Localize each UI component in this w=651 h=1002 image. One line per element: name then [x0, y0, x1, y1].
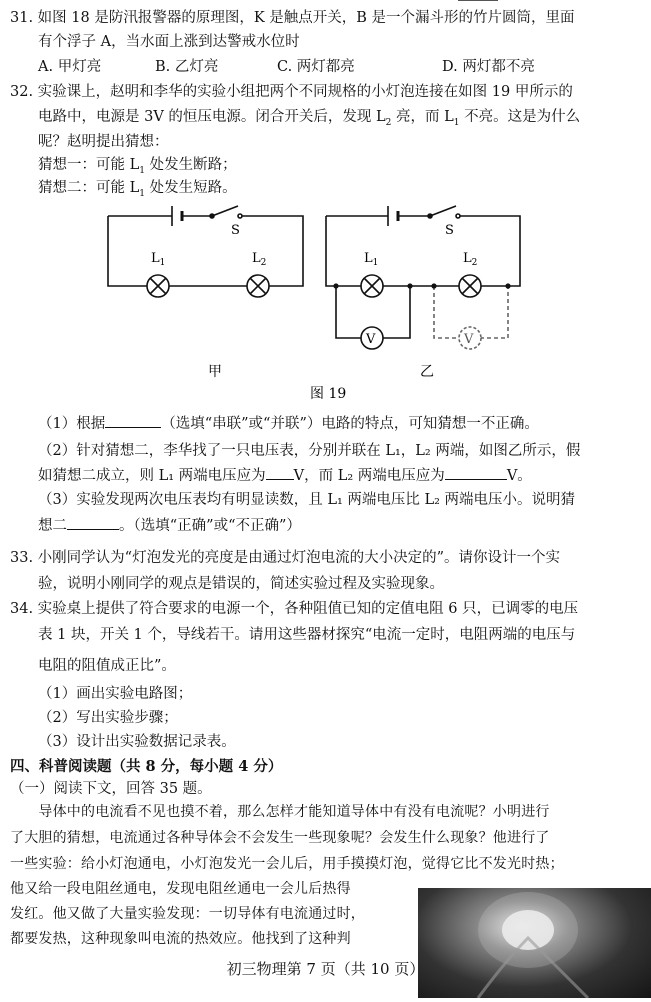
lamp-l1-label-yi: $L_1$ — [364, 251, 379, 268]
q32-line2-part-a: 电路中，电源是 3V 的恒压电源。闭合开关后，发现 L — [38, 109, 386, 125]
q32-line3: 呢？赵明提出猜想： — [38, 134, 169, 150]
q32-sub2-part-a: 如猜想二成立，则 L₁ 两端电压应为 — [38, 468, 266, 484]
reading-para-line6: 都要发热，这种现象叫电流的热效应。他找到了这种判 — [10, 931, 351, 947]
q32-sub2-part-c: V。 — [506, 468, 532, 484]
q32-sub3-line1: （3）实验发现两次电压表均有明显读数，且 L₁ 两端电压比 L₂ 两端电压小。说明猜 — [38, 492, 576, 508]
q31-option-a: A. 甲灯亮 — [38, 59, 102, 75]
answer-blank-2[interactable] — [266, 465, 294, 480]
reading-para-line5: 发红。他又做了大量实验发现：一切导体有电流通过时， — [10, 906, 365, 922]
q31-line1 — [10, 8, 575, 28]
q34-item-2: （2）写出实验步骤； — [38, 710, 178, 726]
q32-sub3-line2 — [38, 515, 301, 536]
figure-label-yi: 乙 — [420, 364, 434, 380]
q32-sub2-line2 — [38, 465, 532, 486]
junction-dot-4 — [505, 283, 510, 288]
answer-blank-4[interactable] — [67, 515, 119, 530]
answer-blank-3[interactable] — [445, 465, 507, 480]
switch-yi-contact — [456, 214, 460, 218]
q31-option-c: C. 两灯都亮 — [277, 59, 355, 75]
lit-bulb-photo — [418, 888, 651, 998]
circuit-yi — [326, 206, 520, 349]
voltmeter-l2-label: V — [464, 332, 474, 347]
bulb-glow-icon — [418, 888, 651, 998]
circuit-jia — [108, 206, 303, 297]
reading-para-line1: 导体中的电流看不见也摸不着，那么怎样才能知道导体中有没有电流呢？小明进行 — [10, 804, 550, 820]
guess1-part-a: 猜想一：可能 L — [38, 157, 140, 173]
q32-line1 — [10, 82, 573, 102]
switch-label-yi: S — [445, 223, 454, 238]
circuit-jia-wires — [108, 216, 303, 286]
q32-line2-sub-2: 2 — [385, 117, 392, 128]
guess1-sub: 1 — [139, 165, 145, 176]
junction-dot-3 — [431, 283, 436, 288]
q32-sub1-suffix: （选填“串联”或“并联”）电路的特点，可知猜想一不正确。 — [161, 416, 539, 432]
q33-line1 — [10, 548, 560, 568]
reading-para-line2: 了大胆的猜想，电流通过各种导体会不会发生一些现象呢？会发生什么现象？他进行了 — [10, 830, 550, 846]
guess2-part-c: 处发生短路。 — [144, 180, 237, 196]
figure-label-jia: 甲 — [208, 364, 222, 380]
q32-sub2-part-b: V，而 L₂ 两端电压应为 — [293, 468, 445, 484]
q33-line2: 验，说明小刚同学的观点是错误的，简述实验过程及实验现象。 — [38, 576, 444, 592]
circuit-yi-wires — [326, 216, 520, 286]
q33-number: 33. — [10, 550, 34, 566]
q34-item-1: （1）画出实验电路图； — [38, 686, 193, 702]
q32-guess1 — [38, 155, 237, 181]
page-footer: 初三物理第 7 页（共 10 页） — [226, 960, 425, 978]
junction-dot-2 — [407, 283, 412, 288]
answer-blank-1[interactable] — [105, 413, 161, 428]
switch-yi-blade — [430, 206, 456, 216]
circuit-figure-19 — [100, 200, 540, 410]
lamp-l2-label-yi: $L_2$ — [463, 251, 478, 268]
q32-text1: 实验课上，赵明和李华的实验小组把两个不同规格的小灯泡连接在如图 19 甲所示的 — [37, 84, 573, 100]
q34-line1 — [10, 599, 578, 619]
lamp-l1-label-jia: $L_1$ — [151, 251, 166, 268]
q32-line2-sub-1: 1 — [453, 117, 460, 128]
switch-jia-blade — [212, 206, 238, 216]
q32-sub1 — [38, 413, 539, 434]
reading-para-line3: 一些实验：给小灯泡通电，小灯泡发光一会儿后，用手摸摸灯泡，觉得它比不发光时热； — [10, 856, 564, 872]
lamp-l2-label-jia: $L_2$ — [252, 251, 267, 268]
q32-line2-part-c: 亮，而 L — [391, 109, 454, 125]
q31-line2: 有个浮子 A，当水面上涨到达警戒水位时 — [38, 34, 300, 50]
section4-subtitle: （一）阅读下文，回答 35 题。 — [10, 781, 212, 797]
switch-label-jia: S — [231, 223, 240, 238]
q34-text1: 实验桌上提供了符合要求的电源一个，各种阻值已知的定值电阻 6 只，已调零的电压 — [37, 601, 579, 617]
q31-number: 31. — [10, 10, 34, 26]
q31-text1: 如图 18 是防汛报警器的原理图，K 是触点开关，B 是一个漏斗形的竹片圆筒，里面 — [37, 10, 575, 26]
q34-item-3: （3）设计出实验数据记录表。 — [38, 734, 236, 750]
section4-title: 四、科普阅读题（共 8 分，每小题 4 分） — [10, 758, 283, 775]
q32-line2 — [38, 107, 580, 133]
q32-number: 32. — [10, 84, 34, 100]
q34-number: 34. — [10, 601, 34, 617]
guess1-part-c: 处发生断路； — [144, 157, 237, 173]
q34-line2: 表 1 块，开关 1 个，导线若干。请用这些器材探究“电流一定时，电阻两端的电压与 — [38, 627, 576, 643]
q32-sub1-prefix: （1）根据 — [38, 416, 106, 432]
q32-sub3-part-b: 。（选填“正确”或“不正确”） — [119, 518, 301, 534]
q31-option-d: D. 两灯都不亮 — [442, 59, 535, 75]
q32-sub2-line1: （2）针对猜想二，李华找了一只电压表，分别并联在 L₁，L₂ 两端，如图乙所示，假 — [38, 443, 581, 459]
q32-line2-part-e: 不亮。这是为什么 — [459, 109, 581, 125]
q31-option-b: B. 乙灯亮 — [155, 59, 219, 75]
voltmeter-l1-label: V — [366, 332, 376, 347]
figure-caption: 图 19 — [310, 386, 347, 402]
switch-jia-contact — [238, 214, 242, 218]
guess2-sub: 1 — [139, 188, 145, 199]
top-edge-mark — [458, 0, 498, 5]
q33-text1: 小刚同学认为“灯泡发光的亮度是由通过灯泡电流的大小决定的”。请你设计一个实 — [37, 550, 560, 566]
q34-line3: 电阻的阻值成正比”。 — [38, 658, 176, 674]
junction-dot-1 — [333, 283, 338, 288]
reading-para-line4: 他又给一段电阻丝通电，发现电阻丝通电一会儿后热得 — [10, 881, 351, 897]
guess2-part-a: 猜想二：可能 L — [38, 180, 140, 196]
q32-sub3-part-a: 想二 — [38, 518, 67, 534]
